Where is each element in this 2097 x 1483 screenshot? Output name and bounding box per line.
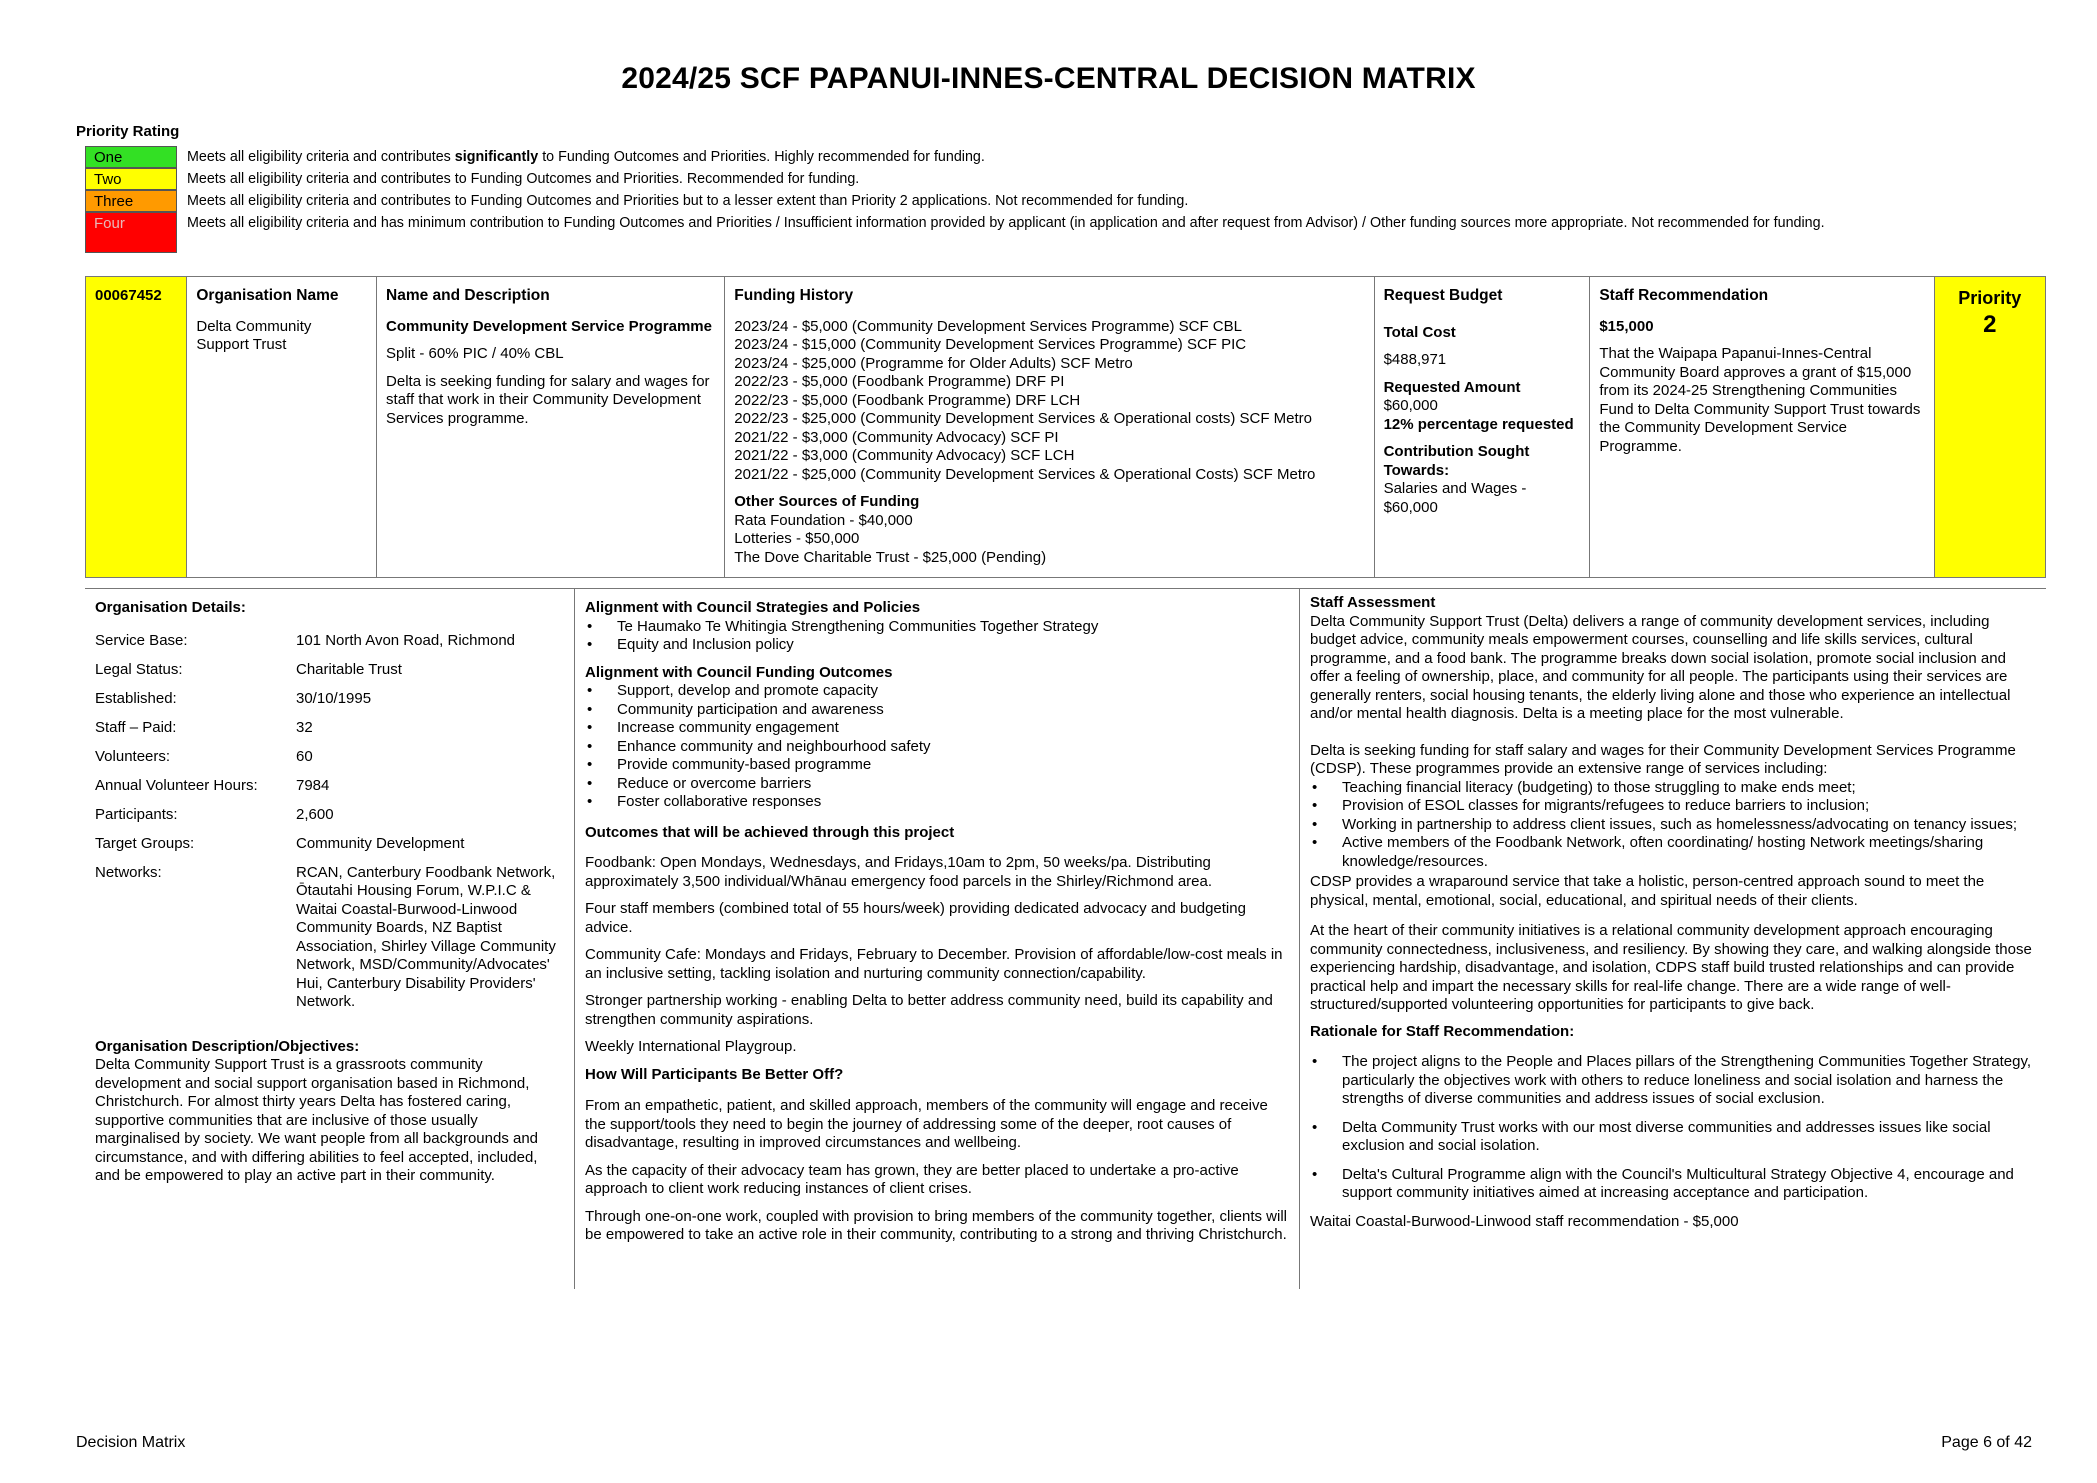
total-cost-value: $488,971 (1383, 351, 1447, 368)
organisation-name-heading: Organisation Name (196, 287, 339, 304)
legend-text-two: Meets all eligibility criteria and contributes to Funding Outcomes and Priorities. Recommended for funding. (187, 171, 860, 187)
list-item: • Te Haumako Te Whitingia Strengthening Communities Together Strategy (585, 618, 1299, 637)
priority-legend (85, 146, 1985, 253)
footer-document-name: Decision Matrix (76, 1434, 186, 1451)
organisation-description: Delta Community Support Trust is a grassroots community development and social support organisation based in Richmond, Christchurch. For almost thirty years Delta has fostered caring, supportive communities that are inclusive of those usually marginalised by society. We want people from all backgrounds and circumstance, and with differing abilities to feel accepted, included, and be empowered to play an active part in their community. (95, 1056, 539, 1184)
funding-history-item: 2021/22 - $3,000 (Community Advocacy) SCF LCH (734, 447, 1075, 464)
staff-recommendation-heading: Staff Recommendation (1599, 287, 1769, 304)
achieved-item: Stronger partnership working - enabling Delta to better address community need, build its capability and strengthen community aspirations. (585, 992, 1273, 1028)
priority-value: 2 (1983, 310, 1997, 338)
organisation-description-heading: Organisation Description/Objectives: (95, 1037, 360, 1055)
recommended-amount: $15,000 (1599, 317, 1654, 335)
achieved-item: Community Cafe: Mondays and Fridays, February to December. Provision of affordable/low-cost meals in an inclusive setting, tackling isolation and nurturing community connection/capability. (585, 946, 1283, 982)
better-off-item: Through one-on-one work, coupled with provision to bring members of the community together, clients will be empowered to take an active role in their community, contributing to a strong and thriving Christchurch. (585, 1207, 1288, 1243)
legend-row-four (85, 212, 1985, 253)
request-budget-cell (1374, 277, 1590, 578)
organisation-name-cell (187, 277, 377, 578)
staff-assessment-column (1299, 589, 2046, 1289)
organisation-details-column (85, 589, 574, 1289)
rationale-list (1310, 1053, 2046, 1203)
list-item: • Community participation and awareness (585, 701, 1299, 720)
list-item: • Teaching financial literacy (budgeting) to those struggling to make ends meet; (1310, 779, 2046, 798)
legend-row-two (85, 168, 1985, 190)
project-description: Delta is seeking funding for salary and wages for staff that work in their Community Development Services programme. (386, 372, 710, 427)
detail-row-participants: Participants: 2,600 (95, 805, 334, 823)
funding-history-item: 2023/24 - $25,000 (Programme for Older Adults) SCF Metro (734, 354, 1133, 372)
assessment-paragraph: CDSP provides a wraparound service that take a holistic, person-centred approach sound to meet the physical, mental, emotional, social, educational, and spiritual needs of their clients. (1310, 873, 1985, 909)
contribution-value: Salaries and Wages - $60,000 (1383, 480, 1527, 516)
legend-swatch-four: Four (85, 212, 177, 253)
organisation-details-heading: Organisation Details: (95, 599, 246, 616)
name-description-cell (377, 277, 725, 578)
staff-assessment-heading: Staff Assessment (1310, 594, 1436, 611)
detail-row-volunteers: Volunteers: 60 (95, 747, 313, 765)
detail-row-volunteer-hours: Annual Volunteer Hours: 7984 (95, 776, 330, 794)
other-source-item: Rata Foundation - $40,000 (734, 511, 913, 529)
assessment-paragraph: Delta is seeking funding for staff salary and wages for their Community Development Services Programme (CDSP). These programmes provide an extensive range of services including: (1310, 741, 2016, 777)
detail-row-legal-status: Legal Status: Charitable Trust (95, 660, 402, 678)
funding-history-item: 2023/24 - $15,000 (Community Development Services Programme) SCF PIC (734, 336, 1247, 353)
funding-history-item: 2022/23 - $25,000 (Community Development Services & Operational costs) SCF Metro (734, 410, 1313, 427)
name-description-heading: Name and Description (386, 287, 550, 304)
legend-row-three (85, 190, 1985, 212)
list-item: • Active members of the Foodbank Network, often coordinating/ hosting Network meetings/sharing knowledge/resources. (1310, 834, 2046, 871)
requested-amount-value: $60,000 (1383, 397, 1438, 414)
legend-swatch-three: Three (85, 190, 177, 212)
footer-page-number: Page 6 of 42 (1941, 1434, 2032, 1451)
request-budget-heading: Request Budget (1383, 287, 1503, 304)
priority-rating-heading: Priority Rating (76, 123, 180, 140)
project-name: Community Development Service Programme (386, 317, 712, 335)
other-sources-heading: Other Sources of Funding (734, 493, 920, 510)
achieved-heading: Outcomes that will be achieved through this project (585, 823, 955, 841)
assessment-paragraph: At the heart of their community initiatives is a relational community development approach encouraging community connectedness, inclusiveness, and resiliency. By showing they care, and walking alongside those experiencing hardship, disadvantage, and isolation, CDPS staff build trusted relationships and can provide practical help and impart the necessary skills for real-life change. There are a wide range of well-structured/supported volunteering opportunities for participants to give back. (1310, 922, 2032, 1013)
application-id-cell (86, 277, 187, 578)
application-summary-table (85, 276, 2046, 578)
list-item: • Reduce or overcome barriers (585, 775, 1299, 794)
contribution-label: Contribution Sought Towards: (1383, 443, 1530, 479)
funding-history-item: 2022/23 - $5,000 (Foodbank Programme) DRF LCH (734, 391, 1081, 409)
list-item: • Support, develop and promote capacity (585, 682, 1299, 701)
other-source-item: The Dove Charitable Trust - $25,000 (Pending) (734, 548, 1047, 566)
achieved-item: Weekly International Playgroup. (585, 1038, 797, 1055)
other-source-item: Lotteries - $50,000 (734, 530, 860, 547)
total-cost-label: Total Cost (1383, 323, 1456, 341)
organisation-name: Delta Community Support Trust (196, 317, 312, 353)
details-section (85, 588, 2046, 1289)
percentage-requested: 12% percentage requested (1383, 415, 1574, 433)
list-item: • The project aligns to the People and Places pillars of the Strengthening Communities Together Strategy, particularly the objectives work with others to reduce loneliness and social isolation and harness the strengths of diverse communities and address issues of social exclusion. (1310, 1053, 2046, 1109)
services-list (1310, 779, 2046, 872)
list-item: • Provide community-based programme (585, 756, 1299, 775)
list-item: • Equity and Inclusion policy (585, 636, 1299, 655)
priority-heading: Priority (1958, 288, 2022, 308)
detail-row-staff-paid: Staff – Paid: 32 (95, 718, 313, 736)
legend-text-three: Meets all eligibility criteria and contributes to Funding Outcomes and Priorities but to a lesser extent than Priority 2 applications. Not recommended for funding. (187, 193, 1189, 209)
funding-history-item: 2022/23 - $5,000 (Foodbank Programme) DRF PI (734, 373, 1065, 390)
page-title: 2024/25 SCF PAPANUI-INNES-CENTRAL DECISION MATRIX (621, 62, 1476, 95)
achieved-item: Four staff members (combined total of 55 hours/week) providing dedicated advocacy and budgeting advice. (585, 900, 1246, 936)
rationale-heading: Rationale for Staff Recommendation: (1310, 1022, 1575, 1040)
funding-history-item: 2021/22 - $3,000 (Community Advocacy) SCF PI (734, 428, 1059, 446)
funding-history-item: 2023/24 - $5,000 (Community Development Services Programme) SCF CBL (734, 317, 1242, 335)
strategies-list (585, 618, 1299, 655)
recommendation-text: That the Waipapa Papanui-Innes-Central Community Board approves a grant of $15,000 from its 2024-25 Strengthening Communities Fund to Delta Community Support Trust towards the Community Development Service Programme. (1599, 345, 1921, 455)
better-off-item: As the capacity of their advocacy team has grown, they are better placed to undertake a pro-active approach to client work reducing instances of client crises. (585, 1161, 1239, 1197)
funding-history-item: 2021/22 - $25,000 (Community Development Services & Operational Costs) SCF Metro (734, 465, 1316, 483)
priority-cell (1934, 277, 2045, 578)
other-board-recommendation: Waitai Coastal-Burwood-Linwood staff recommendation - $5,000 (1310, 1212, 1739, 1230)
detail-row-target-groups: Target Groups: Community Development (95, 834, 465, 852)
funding-split: Split - 60% PIC / 40% CBL (386, 345, 564, 362)
list-item: • Increase community engagement (585, 719, 1299, 738)
list-item: • Provision of ESOL classes for migrants/refugees to reduce barriers to inclusion; (1310, 797, 2046, 816)
strategies-heading: Alignment with Council Strategies and Policies (585, 599, 921, 616)
better-off-heading: How Will Participants Be Better Off? (585, 1065, 844, 1083)
legend-text-one: Meets all eligibility criteria and contributes significantly to Funding Outcomes and Priorities. Highly recommended for funding. (187, 149, 985, 165)
detail-row-established: Established: 30/10/1995 (95, 689, 372, 707)
better-off-item: From an empathetic, patient, and skilled approach, members of the community will engage and receive the support/tools they need to begin the journey of addressing some of the deeper, root causes of disadvantage, resulting in improved circumstances and wellbeing. (585, 1097, 1268, 1151)
legend-text-four: Meets all eligibility criteria and has minimum contribution to Funding Outcomes and Priorities / Insufficient information provided by applicant (in application and after request from Advisor) / Other funding sources more appropriate. Not recommended for funding. (187, 215, 1825, 231)
outcomes-heading: Alignment with Council Funding Outcomes (585, 663, 893, 681)
assessment-paragraph: Delta Community Support Trust (Delta) delivers a range of community development services, including budget advice, community meals empowerment courses, counselling and life skills services, cultural programme, and a food bank. The programme breaks down social isolation, promote social inclusion and offer a feeling of ownership, place, and community for all people. The participants using their services are generally renters, social housing tenants, the elderly living alone and those who experience an intellectual and/or mental health diagnosis. Delta is a meeting place for the most vulnerable. (1310, 612, 2011, 722)
staff-recommendation-cell (1590, 277, 1934, 578)
list-item: • Working in partnership to address client issues, such as homelessness/advocating on tenancy issues; (1310, 816, 2046, 835)
achieved-item: Foodbank: Open Mondays, Wednesdays, and Fridays,10am to 2pm, 50 weeks/pa. Distributing approximately 3,500 individual/Whānau emergency food parcels in the Shirley/Richmond area. (585, 854, 1213, 890)
list-item: • Foster collaborative responses (585, 793, 1299, 812)
requested-amount-label: Requested Amount (1383, 378, 1521, 396)
list-item: • Delta Community Trust works with our most diverse communities and addresses issues like social exclusion and social isolation. (1310, 1119, 2046, 1156)
alignment-column (574, 589, 1299, 1289)
list-item: • Delta's Cultural Programme align with the Council's Multicultural Strategy Objective 4, encourage and support community initiatives aimed at increasing acceptance and participation. (1310, 1166, 2046, 1203)
legend-swatch-one: One (85, 146, 177, 168)
legend-row-one (85, 146, 1985, 168)
funding-history-heading: Funding History (734, 287, 854, 304)
detail-row-service-base: Service Base: 101 North Avon Road, Richmond (95, 631, 516, 649)
list-item: • Enhance community and neighbourhood safety (585, 738, 1299, 757)
legend-swatch-two: Two (85, 168, 177, 190)
detail-row-networks: Networks: RCAN, Canterbury Foodbank Network, Ōtautahi Housing Forum, W.P.I.C & Waitai Coastal-Burwood-Linwood Community Boards, NZ Baptist Association, Shirley Village Community Network, MSD/Community/Advocates' Hui, Canterbury Disability Providers' Network. (95, 863, 556, 1010)
funding-history-cell (725, 277, 1374, 578)
outcomes-list (585, 682, 1299, 812)
application-id: 00067452 (95, 287, 162, 304)
